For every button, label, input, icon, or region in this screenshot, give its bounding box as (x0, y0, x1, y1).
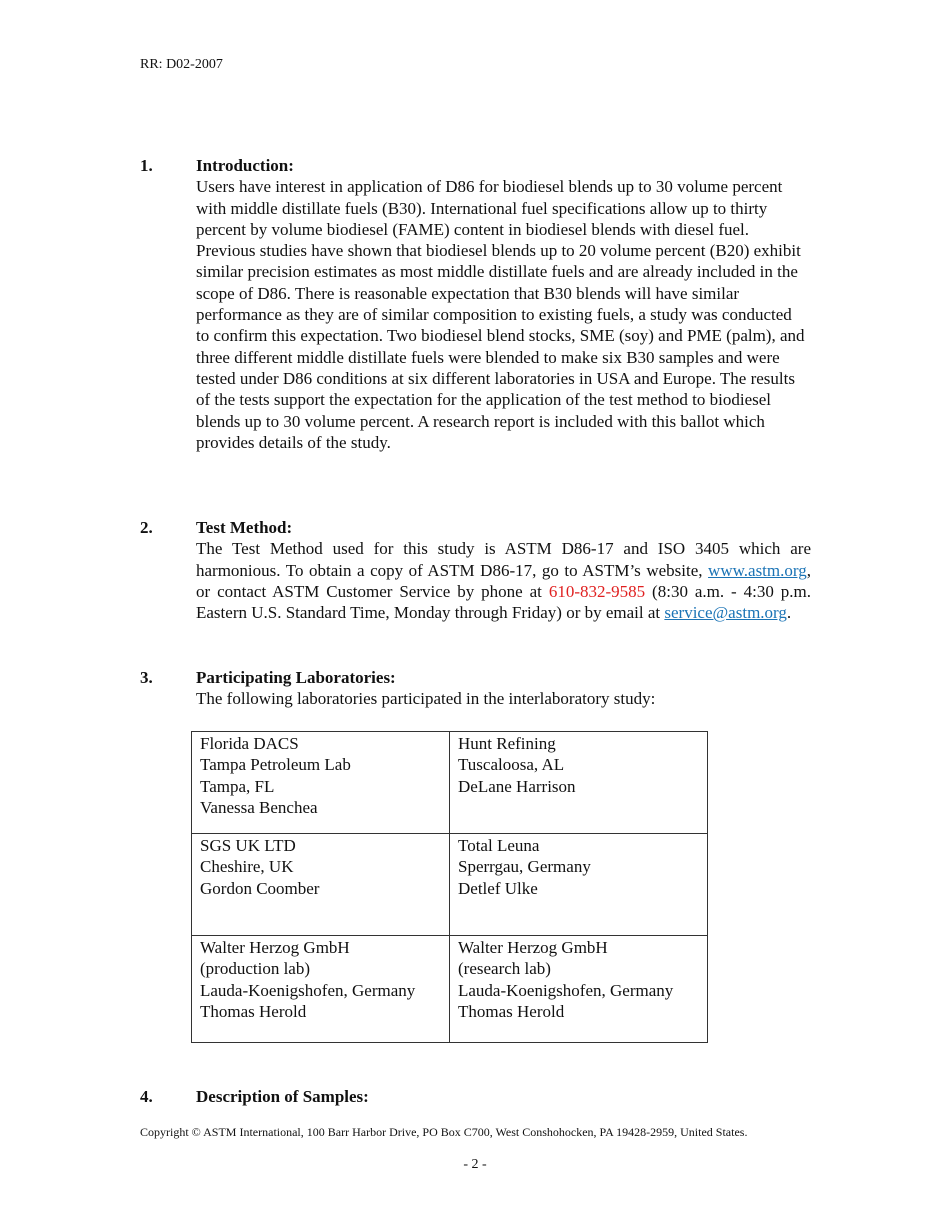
lab-line: Lauda-Koenigshofen, Germany (458, 980, 674, 1000)
lab-line: Walter Herzog GmbH (200, 938, 350, 957)
lab-cell (450, 936, 708, 1043)
page-number: - 2 - (463, 1157, 487, 1172)
lab-cell (450, 834, 708, 936)
lab-line: Hunt Refining (458, 734, 556, 753)
table-row (192, 834, 708, 936)
section-title: Test Method: (196, 518, 293, 537)
lab-cell (192, 834, 450, 936)
lab-cell (192, 936, 450, 1043)
section-body: Users have interest in application of D86 for biodiesel blends up to 30 volume percent with middle distillate fuels (B30). International fuel specifications allow up to thirty percent by volume biodiesel (FAME) content in biodiesel blends with diesel fuel. Previous studies have shown that biodiesel blends up to 20 volume percent (B20) exhibit similar precision estimates as most middle distillate fuels and are already included in the scope of D86. There is reasonable expectation that B30 blends will have similar performance as they are of similar composition to existing fuels, a study was conducted to confirm this expectation. Two biodiesel blend stocks, SME (soy) and PME (palm), and three different middle distillate fuels were blended to make six B30 samples and were tested under D86 conditions at six different laboratories in USA and Europe. The results of the tests support the expectation for the application of the test method to biodiesel blends up to 30 volume percent. A research report is included with this ballot which provides details of the study. (196, 177, 805, 452)
lab-line: Vanessa Benchea (200, 797, 318, 817)
lab-cell (192, 732, 450, 834)
body-text: The Test Method used for this study is ASTM D86-17 and ISO 3405 which are harmonious. To obtain a copy of ASTM D86-17, go to ASTM’s website, (196, 539, 811, 580)
lab-line: Tuscaloosa, AL (458, 755, 565, 775)
section-title: Description of Samples: (196, 1087, 369, 1106)
lab-cell (450, 732, 708, 834)
lab-line: SGS UK LTD (200, 836, 296, 855)
lab-line: Thomas Herold (458, 1001, 565, 1021)
section-introduction (140, 155, 812, 453)
section-test-method (140, 517, 812, 623)
section-number: 3. (140, 668, 153, 687)
lab-line: Total Leuna (458, 836, 540, 855)
lab-line: Thomas Herold (200, 1001, 307, 1021)
lab-line: Cheshire, UK (200, 857, 294, 877)
table-row (192, 936, 708, 1043)
section-number: 1. (140, 156, 153, 175)
lab-line: Detlef Ulke (458, 878, 538, 898)
lab-line: (production lab) (200, 959, 310, 979)
lab-line: Lauda-Koenigshofen, Germany (200, 980, 416, 1000)
copyright-footer: Copyright © ASTM International, 100 Barr Harbor Drive, PO Box C700, West Conshohocken, PA 19428-2959, United States. (140, 1125, 748, 1139)
lab-line: Sperrgau, Germany (458, 857, 591, 877)
body-text: (8:30 a.m. - 4:30 p.m. Eastern U.S. Standard Time, Monday through Friday) or by email at (196, 581, 812, 623)
lab-line: Tampa Petroleum Lab (200, 755, 351, 775)
section-title: Participating Laboratories: (196, 668, 396, 687)
lab-line: Florida DACS (200, 734, 299, 753)
lab-line: (research lab) (458, 959, 551, 979)
section-body (196, 538, 811, 623)
lab-line: Tampa, FL (200, 776, 275, 796)
section-title: Introduction: (196, 156, 294, 175)
lab-line: Gordon Coomber (200, 878, 320, 898)
section-number: 2. (140, 518, 153, 537)
section-number: 4. (140, 1087, 153, 1106)
page-header: RR: D02-2007 (140, 57, 223, 72)
table-row (192, 732, 708, 834)
phone-number: 610-832-9585 (548, 581, 646, 601)
section-intro: The following laboratories participated in the interlaboratory study: (196, 689, 656, 709)
lab-line: DeLane Harrison (458, 776, 576, 796)
section-description-of-samples (140, 1086, 812, 1107)
lab-line: Walter Herzog GmbH (458, 938, 608, 957)
astm-website-link[interactable]: www.astm.org (708, 560, 807, 580)
section-participating-laboratories (140, 667, 812, 710)
body-text: . (786, 603, 792, 623)
laboratories-table (191, 731, 708, 1043)
body-text: , or contact ASTM Customer Service by phone at (196, 560, 811, 601)
email-link[interactable]: service@astm.org (664, 603, 787, 623)
